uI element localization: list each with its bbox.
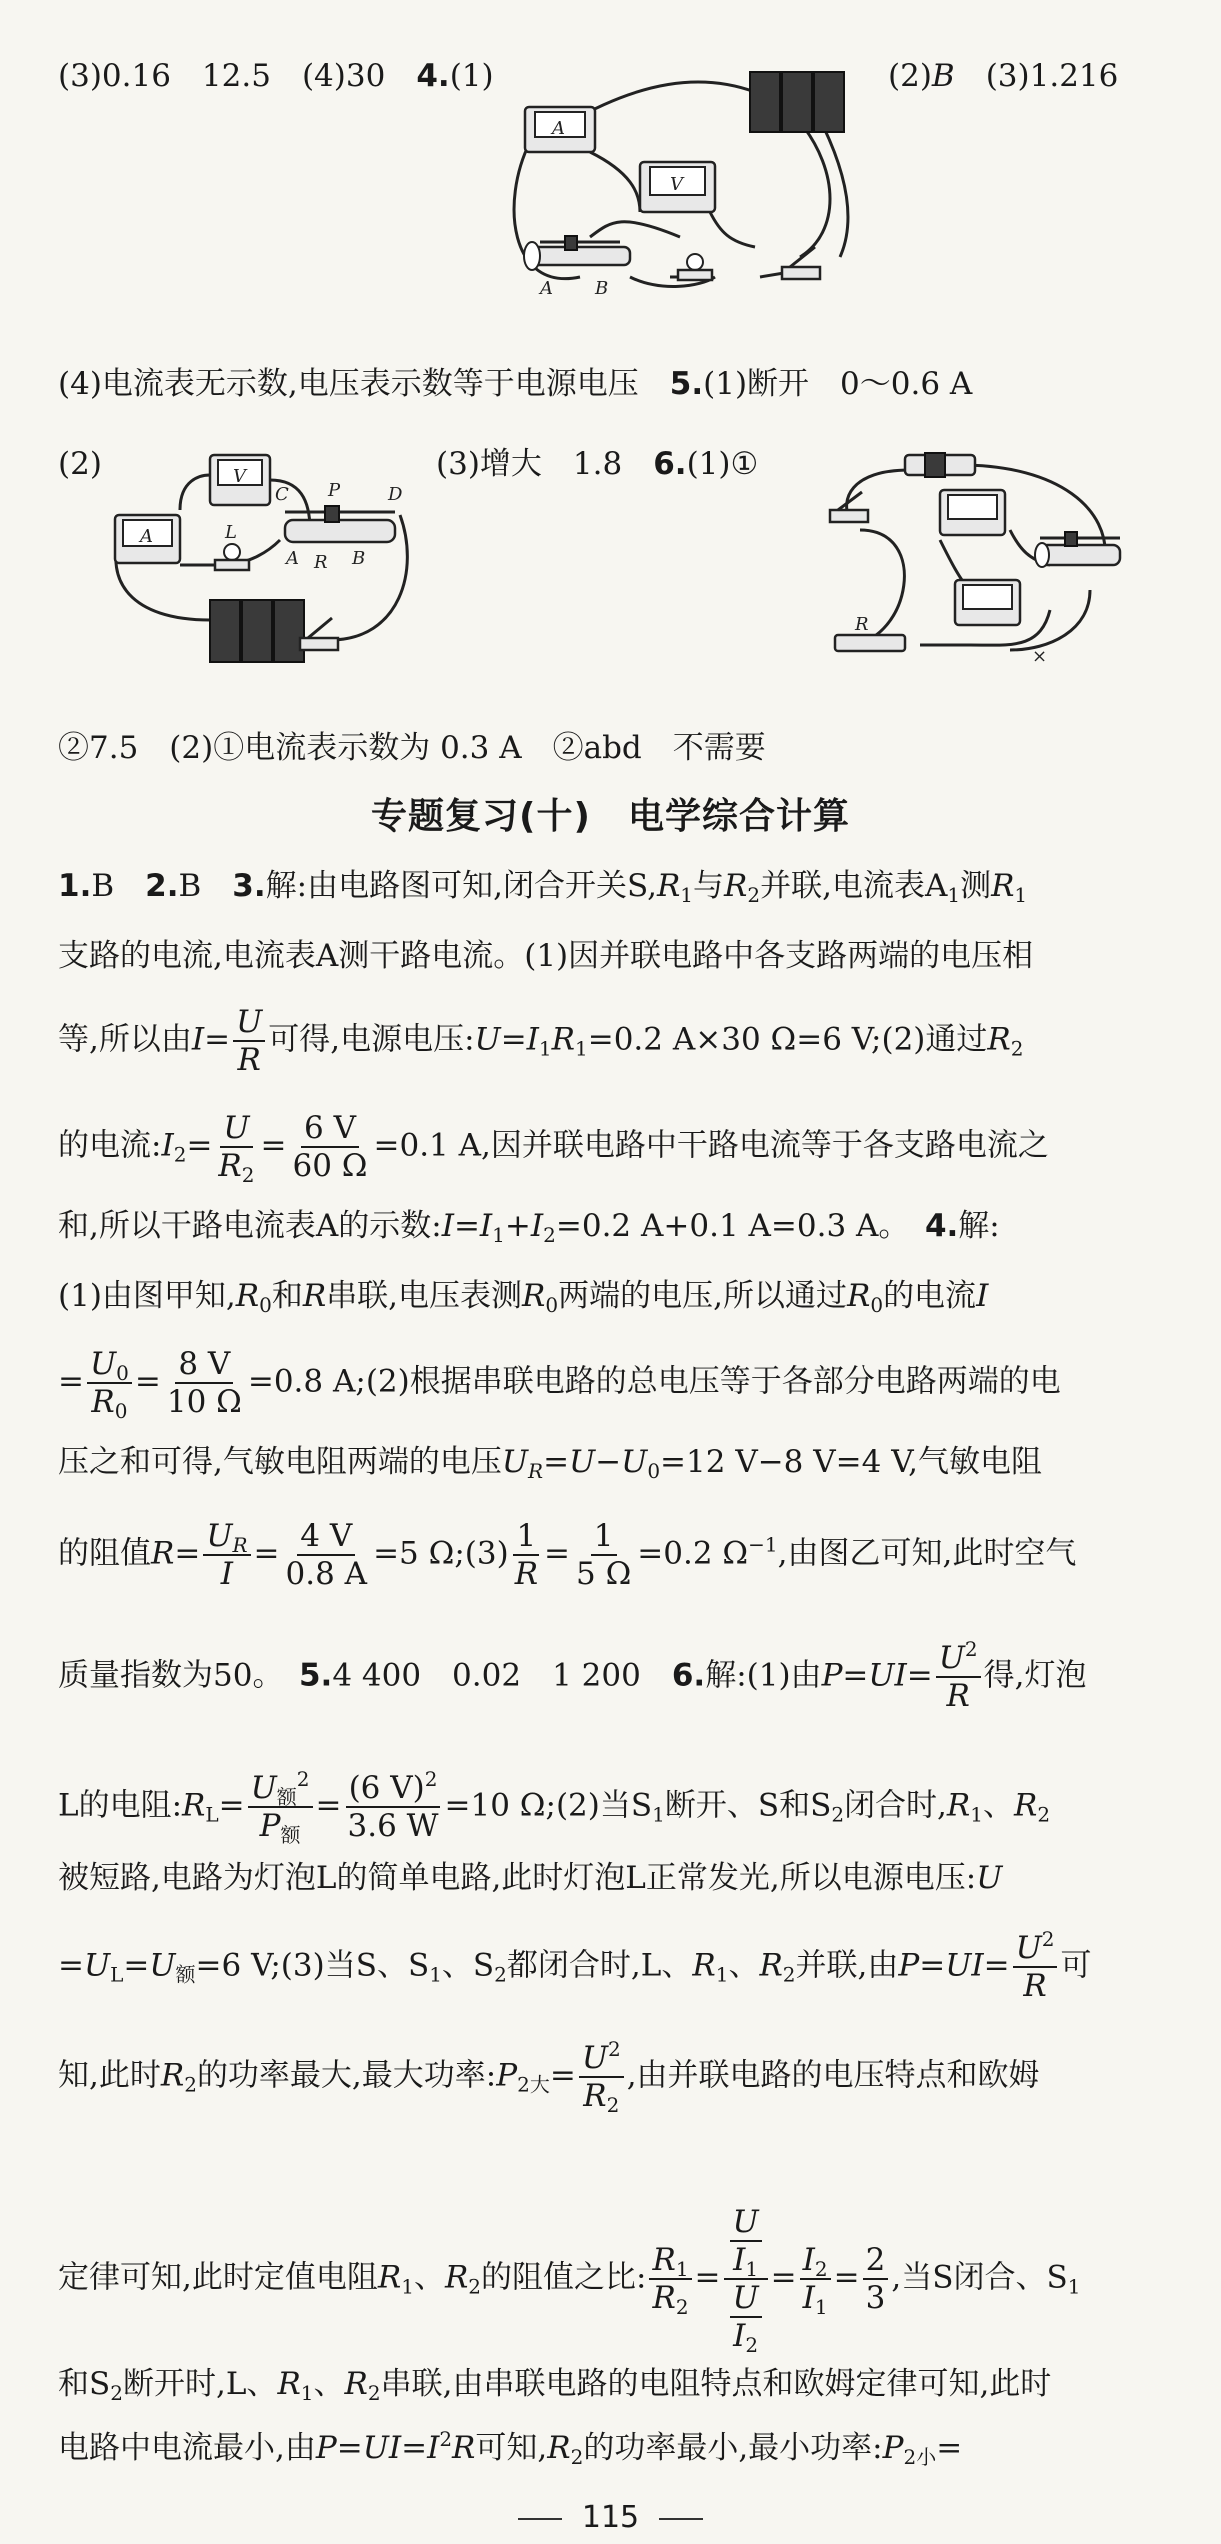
svg-text:V: V (670, 174, 683, 195)
body-line-2: 支路的电流,电流表A测干路电流。(1)因并联电路中各支路两端的电压相 (58, 938, 1034, 974)
body-line-16: 和$S_2$断开时,L、$R_1$、$R_2$串联,由串联电路的电阻特点和欧姆定律可知,此时 (58, 2366, 1052, 2405)
body-line-6: (1)由图甲知$,R_0$和R串联,电压表测$R_0$两端的电压,所以通过$R_0$的电流I (58, 1278, 989, 1317)
svg-text:A: A (552, 118, 565, 139)
svg-text:V: V (233, 466, 246, 487)
lamp-icon (215, 522, 249, 570)
svg-text:B: B (595, 278, 609, 299)
switch-icon (782, 247, 820, 279)
answer-line-2: (4)电流表无示数,电压表示数等于电源电压 5.(1)断开 0～0.6 A (58, 366, 973, 402)
svg-text:C: C (275, 484, 289, 505)
lamp-icon (678, 254, 712, 280)
circuit-diagram-1 (500, 62, 880, 312)
body-line-10: 质量指数为50。 5.4 400 0.02 1 200 6.解:(1)由P=UI= $\frac{U^2}{R}$ 得,灯泡 (58, 1637, 1087, 1714)
rheostat-icon (1035, 532, 1120, 567)
body-line-9: 的阻值R= $\frac{U_R}{I}$ = $\frac{4 V}{0.8 A}$ =5 Ω;(3) $\frac{1}{R}$ = $\frac{1}{5 \Omega}$ =0.2 $\Omega^{-1}$,由图乙可知,此时空气 (58, 1518, 1077, 1592)
svg-text:R: R (314, 552, 328, 573)
svg-text:P: P (328, 480, 341, 501)
answer-line-3: (2) (3)增大 1.8 6.(1)① (58, 446, 759, 482)
body-line-3: 等,所以由I= $\frac{U}{R}$ 可得,电源电压$:U=I_1R_1=0.2$ A×30 Ω=6 V;(2)通过$R_2$ (58, 1004, 1024, 1078)
body-line-4: 的电流$:I_2=$ $\frac{U}{R_2}$ = $\frac{6 V}{60 \Omega}$ =0.1 A,因并联电路中干路电流等于各支路电流之 (58, 1110, 1049, 1187)
svg-text:B: B (352, 548, 366, 569)
svg-text:A: A (540, 278, 553, 299)
voltmeter-icon (210, 455, 270, 505)
body-line-13: $=U_L=U_额=6$ V;(3)当S、$S_1$、$S_2$都闭合时,L、$R_1$、$R_2$并联,由P=UI= $\frac{U^2}{R}$ 可 (58, 1927, 1092, 2004)
battery-icon (750, 72, 844, 132)
svg-text:D: D (388, 484, 403, 505)
page-number: 115 (0, 2500, 1221, 2535)
svg-text:A: A (140, 526, 153, 547)
body-line-8: 压之和可得,气敏电阻两端的电压$U_R=U-U_0=12$ V−8 V=4 V,气敏电阻 (58, 1444, 1043, 1483)
answer-line-4: ②7.5 (2)①电流表示数为 0.3 A ②abd 不需要 (58, 730, 766, 766)
body-line-7: = $\frac{U_0}{R_0}$ = $\frac{8 V}{10 \Omega}$ =0.8 A;(2)根据串联电路的总电压等于各部分电路两端的电 (58, 1346, 1061, 1423)
body-line-17: 电路中电流最小,由$P=UI=I^2R$可知$,R_2$的功率最小,最小功率$:P_{2小}=$ (58, 2427, 963, 2469)
rheostat-icon (524, 236, 630, 299)
ammeter-icon (115, 515, 180, 563)
section-title: 专题复习(十) 电学综合计算 (371, 796, 850, 837)
body-line-1: 1.B 2.B 3.解:由电路图可知,闭合开关$S,R_1$与$R_2$并联,电流表$A_1$测$R_1$ (58, 868, 1028, 907)
ammeter-icon (525, 107, 595, 152)
svg-text:R: R (855, 614, 869, 635)
svg-text:L: L (225, 522, 237, 543)
voltmeter-icon (640, 162, 715, 212)
voltmeter-icon (940, 490, 1005, 535)
body-line-12: 被短路,电路为灯泡L的简单电路,此时灯泡L正常发光,所以电源电压:U (58, 1860, 1003, 1896)
rheostat-icon (275, 480, 403, 573)
battery-icon (210, 600, 304, 662)
resistor-icon (835, 614, 905, 651)
circuit-diagram-2 (100, 440, 420, 670)
answer-4-2-3: (2)B (3)1.216 (888, 58, 1119, 94)
battery-icon (905, 453, 975, 477)
body-line-15: 定律可知,此时定值电阻$R_1$、$R_2$的阻值之比: $\frac{R_1}{R_2}$ = $\frac{\frac{U}{I_1}}{\frac{U}{I_2}}$ = $\frac{I_2}{I_1}$ = $\frac{2}{3}$ ,当S闭合、$S_1$ (58, 2204, 1081, 2357)
svg-text:×: × (1032, 646, 1048, 667)
circuit-diagram-3 (810, 430, 1130, 670)
body-line-5: 和,所以干路电流表A的示数$:I=I_1+I_2=0.2$ A+0.1 A=0.3 A。 4.解: (58, 1208, 1000, 1247)
switch-icon (300, 618, 338, 650)
answer-line-1: (3)0.16 12.5 (4)30 4.(1) (2)B (3)1.216 (58, 58, 1119, 94)
body-line-11: L的电阻$:R_L=$ $\frac{U_额^2}{P_额}$ = $\frac{(6 V)^2}{3.6 W}$ =10 Ω;(2)当$S_1$断开、S和$S_2$闭合时$,R_1$、$R_2$ (58, 1767, 1051, 1847)
svg-text:A: A (286, 548, 299, 569)
ammeter-icon (955, 580, 1020, 625)
body-line-14: 知,此时$R_2$的功率最大,最大功率$:P_{2大}=$ $\frac{U^2}{R_2}$ ,由并联电路的电压特点和欧姆 (58, 2037, 1040, 2117)
